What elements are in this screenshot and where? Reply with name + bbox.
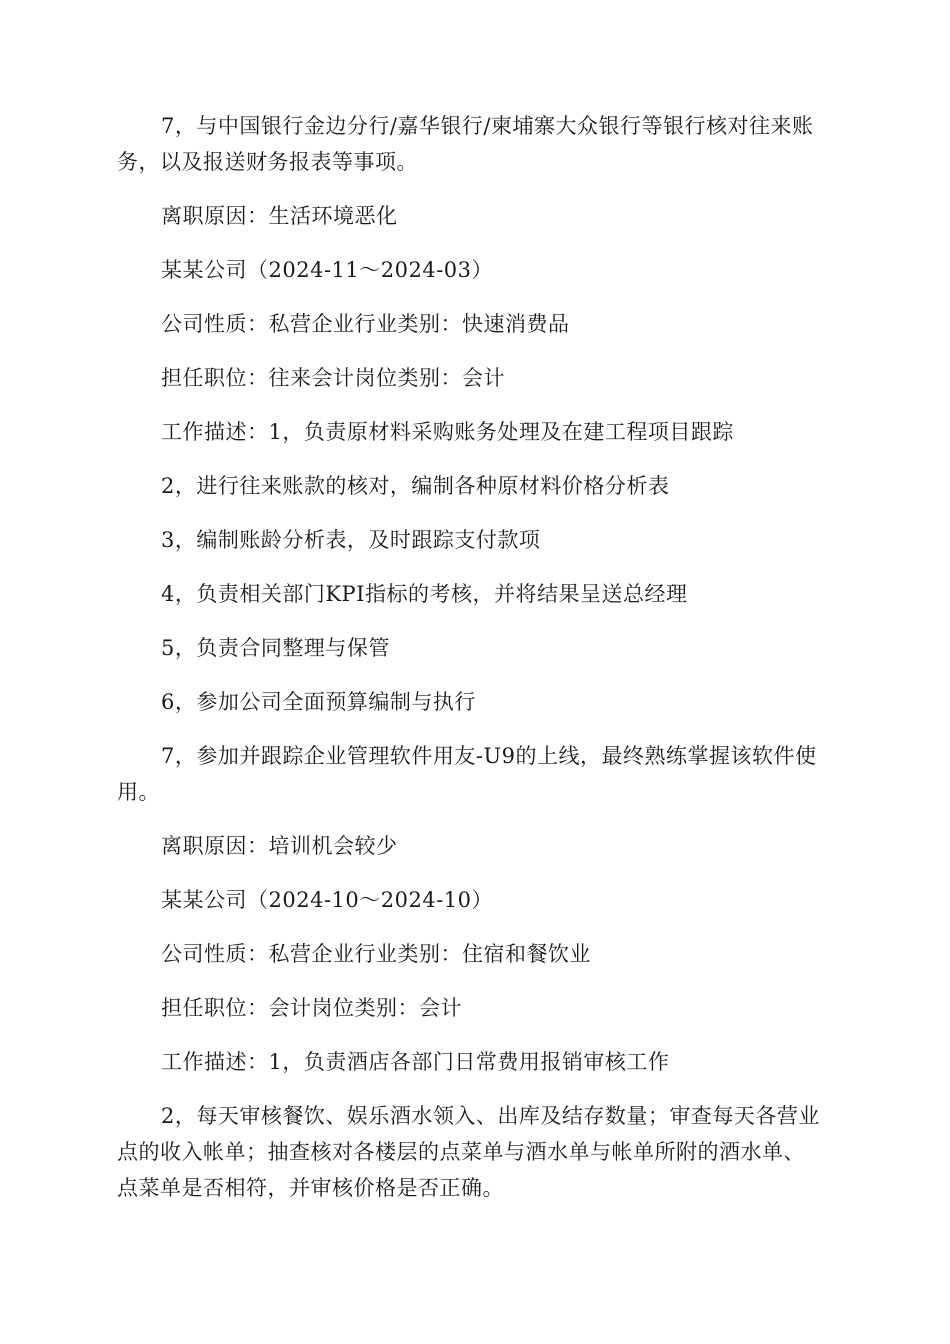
paragraph-duty-2-2: 2，每天审核餐饮、娱乐酒水领入、出库及结存数量；审查每天各营业点的收入帐单；抽查核对各楼层的点菜单与酒水单与帐单所附的酒水单、点菜单是否相符，并审核价格是否正确。 [117,1104,820,1200]
paragraph-leave-reason-2: 离职原因：培训机会较少 [161,834,398,858]
paragraph-company-nature-1: 公司性质：私营企业行业类别：快速消费品 [161,312,570,336]
paragraph-duty-1-4: 4，负责相关部门KPI指标的考核，并将结果呈送总经理 [161,582,688,606]
paragraph-duty-1-3: 3，编制账龄分析表，及时跟踪支付款项 [161,528,541,552]
paragraph-leave-reason-1: 离职原因：生活环境恶化 [161,204,398,228]
paragraph-bank-reconciliation: 7，与中国银行金边分行/嘉华银行/柬埔寨大众银行等银行核对往来账务，以及报送财务报表等事项。 [117,114,814,174]
paragraph-duty-2-1: 工作描述：1，负责酒店各部门日常费用报销审核工作 [161,1050,670,1074]
paragraph-duty-1-7: 7，参加并跟踪企业管理软件用友-U9的上线，最终熟练掌握该软件使用。 [117,744,817,804]
paragraph-position-2: 担任职位：会计岗位类别：会计 [161,996,462,1020]
paragraph-position-1: 担任职位：往来会计岗位类别：会计 [161,366,505,390]
paragraph-duty-1-2: 2，进行往来账款的核对，编制各种原材料价格分析表 [161,474,670,498]
paragraph-duty-1-5: 5，负责合同整理与保管 [161,636,390,660]
paragraph-company-1: 某某公司（2024-11～2024-03） [161,258,494,282]
paragraph-company-2: 某某公司（2024-10～2024-10） [161,888,494,912]
paragraph-duty-1-6: 6，参加公司全面预算编制与执行 [161,690,476,714]
paragraph-company-nature-2: 公司性质：私营企业行业类别：住宿和餐饮业 [161,942,591,966]
paragraph-duty-1-1: 工作描述：1，负责原材料采购账务处理及在建工程项目跟踪 [161,420,734,444]
